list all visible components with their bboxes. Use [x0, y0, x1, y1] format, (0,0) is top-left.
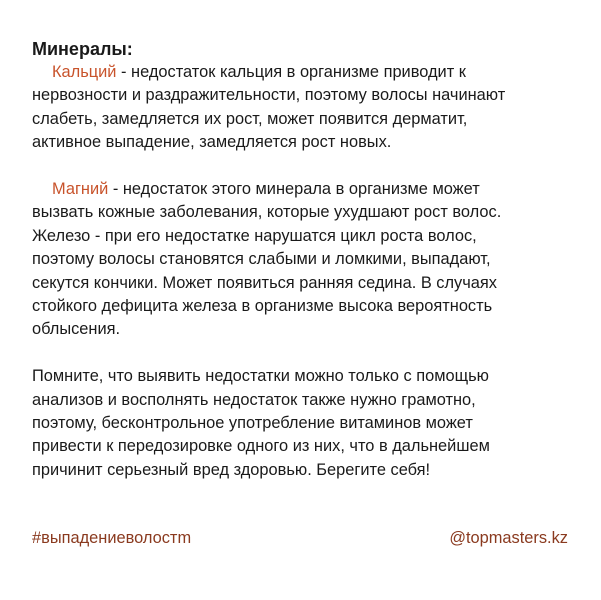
instagram-handle: @topmasters.kz	[449, 529, 568, 547]
calcium-paragraph	[32, 61, 577, 155]
paragraph-spacer	[32, 342, 577, 365]
calcium-term: Кальций	[52, 63, 117, 81]
document-body	[32, 37, 577, 482]
page-title: Минералы:	[32, 39, 133, 59]
closing-paragraph: Помните, что выявить недостатки можно только с помощью анализов и восполнять недостаток также нужно грамотно, поэтому, бесконтрольное употребление витаминов может привести к передозировке одного из них, что в дальнейшем причинит серьезный вред здоровью. Берегите себя!	[32, 367, 490, 479]
calcium-text: - недостаток кальция в организме приводит к нервозности и раздражительности, поэтому волосы начинают слабеть, замедляется их рост, может появится дерматит, активное выпадение, замедляется рост новых.	[32, 63, 506, 152]
hashtag-text: #выпадениеволостm	[32, 529, 192, 547]
magnesium-paragraph	[32, 178, 577, 342]
paragraph-spacer	[32, 155, 577, 178]
magnesium-text: - недостаток этого минерала в организме может вызвать кожные заболевания, которые ухудшают рост волос. Железо - при его недостатке нарушатся цикл роста волос, поэтому волосы становятся слабыми и ломкими, выпадают, секутся кончики. Может появиться ранняя седина. В случаях стойкого дефицита железа в организме высока вероятность облысения.	[32, 180, 502, 339]
magnesium-term: Магний	[52, 180, 109, 199]
